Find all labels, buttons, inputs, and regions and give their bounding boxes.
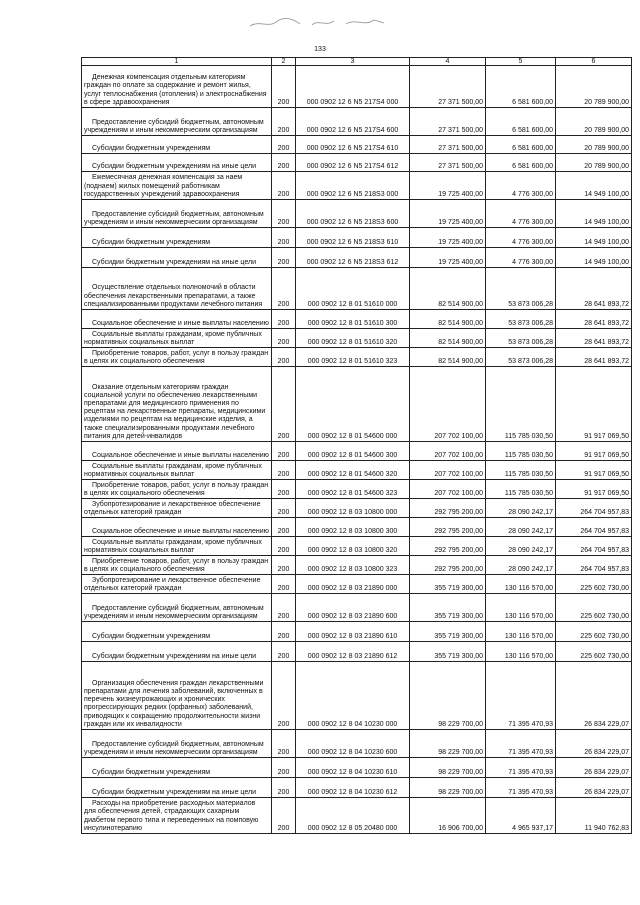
row-budget-code: 000 0902 12 8 01 54600 323 bbox=[296, 480, 410, 499]
row-admin-code: 200 bbox=[272, 367, 296, 442]
row-budget-code: 000 0902 12 8 01 51610 300 bbox=[296, 310, 410, 329]
table-row bbox=[82, 758, 632, 778]
table-row bbox=[82, 461, 632, 480]
table-row bbox=[82, 575, 632, 594]
row-remaining-amount: 20 789 900,00 bbox=[556, 154, 632, 172]
row-description: Субсидии бюджетным учреждениям на иные цели bbox=[82, 642, 272, 662]
row-remaining-amount: 14 949 100,00 bbox=[556, 172, 632, 200]
row-approved-amount: 19 725 400,00 bbox=[410, 172, 486, 200]
row-budget-code: 000 0902 12 8 03 10800 320 bbox=[296, 537, 410, 556]
row-remaining-amount: 225 602 730,00 bbox=[556, 575, 632, 594]
row-executed-amount: 130 116 570,00 bbox=[486, 575, 556, 594]
row-description: Социальное обеспечение и иные выплаты населению bbox=[82, 518, 272, 537]
table-row bbox=[82, 499, 632, 518]
column-header: 2 bbox=[272, 58, 296, 66]
row-remaining-amount: 28 641 893,72 bbox=[556, 329, 632, 348]
table-row bbox=[82, 730, 632, 758]
row-admin-code: 200 bbox=[272, 248, 296, 268]
row-description: Зубопротезирование и лекарственное обеспечение отдельных категорий граждан bbox=[82, 575, 272, 594]
row-budget-code: 000 0902 12 8 01 54600 000 bbox=[296, 367, 410, 442]
row-remaining-amount: 264 704 957,83 bbox=[556, 537, 632, 556]
row-executed-amount: 71 395 470,93 bbox=[486, 758, 556, 778]
row-approved-amount: 98 229 700,00 bbox=[410, 778, 486, 798]
row-description: Денежная компенсация отдельным категориям граждан по оплате за содержание и ремонт жилья, услуг теплоснабжения (отопления) и электроснабжения в сфере здравоохранения bbox=[82, 66, 272, 108]
row-remaining-amount: 14 949 100,00 bbox=[556, 228, 632, 248]
row-approved-amount: 19 725 400,00 bbox=[410, 200, 486, 228]
row-admin-code: 200 bbox=[272, 594, 296, 622]
column-header: 1 bbox=[82, 58, 272, 66]
row-admin-code: 200 bbox=[272, 499, 296, 518]
row-description: Субсидии бюджетным учреждениям bbox=[82, 228, 272, 248]
row-remaining-amount: 26 834 229,07 bbox=[556, 730, 632, 758]
row-admin-code: 200 bbox=[272, 228, 296, 248]
row-admin-code: 200 bbox=[272, 758, 296, 778]
row-remaining-amount: 28 641 893,72 bbox=[556, 310, 632, 329]
row-approved-amount: 19 725 400,00 bbox=[410, 248, 486, 268]
row-description: Организация обеспечения граждан лекарственными препаратами для лечения заболеваний, включенных в перечень жизнеугрожающих и хронических прогрессирующих редких (орфанных) заболеваний, приводящих к сокращению продолжительности жизни граждан или их инвалидности bbox=[82, 662, 272, 730]
row-remaining-amount: 20 789 900,00 bbox=[556, 66, 632, 108]
row-executed-amount: 4 776 300,00 bbox=[486, 248, 556, 268]
table-row bbox=[82, 228, 632, 248]
row-admin-code: 200 bbox=[272, 66, 296, 108]
row-admin-code: 200 bbox=[272, 537, 296, 556]
row-description: Субсидии бюджетным учреждениям bbox=[82, 136, 272, 154]
row-budget-code: 000 0902 12 6 N5 218S3 000 bbox=[296, 172, 410, 200]
row-approved-amount: 292 795 200,00 bbox=[410, 499, 486, 518]
row-remaining-amount: 28 641 893,72 bbox=[556, 268, 632, 310]
table-row bbox=[82, 108, 632, 136]
column-header: 4 bbox=[410, 58, 486, 66]
table-row bbox=[82, 556, 632, 575]
row-description: Оказание отдельным категориям граждан социальной услуги по обеспечению лекарственными препаратами для медицинского применения по рецептам на лекарственные препараты, медицинскими изделиями по рецептам на медицинские изделия, а также специализированными продуктами лечебного питания для детей-инвалидов bbox=[82, 367, 272, 442]
row-budget-code: 000 0902 12 8 04 10230 000 bbox=[296, 662, 410, 730]
row-budget-code: 000 0902 12 8 01 54600 320 bbox=[296, 461, 410, 480]
table-row bbox=[82, 200, 632, 228]
table-row bbox=[82, 268, 632, 310]
row-executed-amount: 115 785 030,50 bbox=[486, 367, 556, 442]
table-row bbox=[82, 329, 632, 348]
row-approved-amount: 82 514 900,00 bbox=[410, 329, 486, 348]
row-admin-code: 200 bbox=[272, 518, 296, 537]
row-remaining-amount: 26 834 229,07 bbox=[556, 778, 632, 798]
row-executed-amount: 28 090 242,17 bbox=[486, 537, 556, 556]
row-description: Социальное обеспечение и иные выплаты населению bbox=[82, 442, 272, 461]
row-budget-code: 000 0902 12 8 04 10230 610 bbox=[296, 758, 410, 778]
row-admin-code: 200 bbox=[272, 154, 296, 172]
row-admin-code: 200 bbox=[272, 798, 296, 834]
row-approved-amount: 292 795 200,00 bbox=[410, 556, 486, 575]
row-description: Предоставление субсидий бюджетным, автономным учреждениям и иным некоммерческим организациям bbox=[82, 730, 272, 758]
budget-table bbox=[81, 57, 632, 834]
row-executed-amount: 6 581 600,00 bbox=[486, 154, 556, 172]
row-approved-amount: 82 514 900,00 bbox=[410, 310, 486, 329]
row-budget-code: 000 0902 12 8 03 10800 323 bbox=[296, 556, 410, 575]
row-approved-amount: 207 702 100,00 bbox=[410, 442, 486, 461]
row-description: Социальные выплаты гражданам, кроме публичных нормативных социальных выплат bbox=[82, 537, 272, 556]
row-admin-code: 200 bbox=[272, 575, 296, 594]
row-remaining-amount: 91 917 069,50 bbox=[556, 367, 632, 442]
row-description: Осуществление отдельных полномочий в области обеспечения лекарственными препаратами, а также специализированными продуктами лечебного питания bbox=[82, 268, 272, 310]
row-description: Приобретение товаров, работ, услуг в пользу граждан в целях их социального обеспечения bbox=[82, 348, 272, 367]
table-row bbox=[82, 537, 632, 556]
row-approved-amount: 292 795 200,00 bbox=[410, 518, 486, 537]
row-description: Предоставление субсидий бюджетным, автономным учреждениям и иным некоммерческим организациям bbox=[82, 108, 272, 136]
row-budget-code: 000 0902 12 6 N5 218S3 610 bbox=[296, 228, 410, 248]
row-budget-code: 000 0902 12 6 N5 218S3 612 bbox=[296, 248, 410, 268]
row-remaining-amount: 264 704 957,83 bbox=[556, 499, 632, 518]
row-admin-code: 200 bbox=[272, 642, 296, 662]
row-executed-amount: 53 873 006,28 bbox=[486, 310, 556, 329]
row-admin-code: 200 bbox=[272, 200, 296, 228]
row-approved-amount: 16 906 700,00 bbox=[410, 798, 486, 834]
row-budget-code: 000 0902 12 8 01 51610 320 bbox=[296, 329, 410, 348]
row-remaining-amount: 225 602 730,00 bbox=[556, 622, 632, 642]
row-executed-amount: 115 785 030,50 bbox=[486, 480, 556, 499]
row-approved-amount: 355 719 300,00 bbox=[410, 642, 486, 662]
row-budget-code: 000 0902 12 8 03 10800 300 bbox=[296, 518, 410, 537]
row-executed-amount: 4 776 300,00 bbox=[486, 200, 556, 228]
row-admin-code: 200 bbox=[272, 268, 296, 310]
row-executed-amount: 130 116 570,00 bbox=[486, 594, 556, 622]
row-remaining-amount: 91 917 069,50 bbox=[556, 461, 632, 480]
row-budget-code: 000 0902 12 8 03 10800 000 bbox=[296, 499, 410, 518]
row-admin-code: 200 bbox=[272, 730, 296, 758]
row-executed-amount: 6 581 600,00 bbox=[486, 108, 556, 136]
row-budget-code: 000 0902 12 8 03 21890 000 bbox=[296, 575, 410, 594]
row-remaining-amount: 91 917 069,50 bbox=[556, 480, 632, 499]
row-admin-code: 200 bbox=[272, 480, 296, 499]
row-description: Предоставление субсидий бюджетным, автономным учреждениям и иным некоммерческим организациям bbox=[82, 594, 272, 622]
row-executed-amount: 71 395 470,93 bbox=[486, 778, 556, 798]
table-row bbox=[82, 778, 632, 798]
column-header: 6 bbox=[556, 58, 632, 66]
row-budget-code: 000 0902 12 8 04 10230 612 bbox=[296, 778, 410, 798]
table-row bbox=[82, 662, 632, 730]
row-approved-amount: 207 702 100,00 bbox=[410, 367, 486, 442]
row-remaining-amount: 264 704 957,83 bbox=[556, 556, 632, 575]
row-executed-amount: 28 090 242,17 bbox=[486, 518, 556, 537]
table-row bbox=[82, 642, 632, 662]
row-approved-amount: 98 229 700,00 bbox=[410, 730, 486, 758]
row-remaining-amount: 264 704 957,83 bbox=[556, 518, 632, 537]
row-budget-code: 000 0902 12 6 N5 217S4 600 bbox=[296, 108, 410, 136]
table-row bbox=[82, 66, 632, 108]
row-admin-code: 200 bbox=[272, 310, 296, 329]
row-remaining-amount: 14 949 100,00 bbox=[556, 200, 632, 228]
row-budget-code: 000 0902 12 6 N5 217S4 612 bbox=[296, 154, 410, 172]
row-remaining-amount: 91 917 069,50 bbox=[556, 442, 632, 461]
row-description: Ежемесячная денежная компенсация за наем (поднаем) жилых помещений работникам государственных учреждений здравоохранения bbox=[82, 172, 272, 200]
row-admin-code: 200 bbox=[272, 442, 296, 461]
table-row bbox=[82, 594, 632, 622]
row-approved-amount: 355 719 300,00 bbox=[410, 622, 486, 642]
table-header-row bbox=[82, 58, 632, 66]
row-remaining-amount: 20 789 900,00 bbox=[556, 108, 632, 136]
row-admin-code: 200 bbox=[272, 108, 296, 136]
row-executed-amount: 28 090 242,17 bbox=[486, 556, 556, 575]
row-admin-code: 200 bbox=[272, 461, 296, 480]
row-executed-amount: 71 395 470,93 bbox=[486, 730, 556, 758]
row-executed-amount: 4 776 300,00 bbox=[486, 228, 556, 248]
row-executed-amount: 28 090 242,17 bbox=[486, 499, 556, 518]
row-admin-code: 200 bbox=[272, 622, 296, 642]
column-header: 5 bbox=[486, 58, 556, 66]
row-description: Социальное обеспечение и иные выплаты населению bbox=[82, 310, 272, 329]
page-number: 133 bbox=[314, 46, 326, 53]
row-budget-code: 000 0902 12 8 01 54600 300 bbox=[296, 442, 410, 461]
row-description: Социальные выплаты гражданам, кроме публичных нормативных социальных выплат bbox=[82, 329, 272, 348]
row-remaining-amount: 26 834 229,07 bbox=[556, 758, 632, 778]
row-executed-amount: 130 116 570,00 bbox=[486, 622, 556, 642]
row-remaining-amount: 225 602 730,00 bbox=[556, 594, 632, 622]
row-budget-code: 000 0902 12 8 03 21890 600 bbox=[296, 594, 410, 622]
row-executed-amount: 53 873 006,28 bbox=[486, 329, 556, 348]
table-row bbox=[82, 136, 632, 154]
row-admin-code: 200 bbox=[272, 662, 296, 730]
row-budget-code: 000 0902 12 8 04 10230 600 bbox=[296, 730, 410, 758]
table-row bbox=[82, 310, 632, 329]
row-approved-amount: 82 514 900,00 bbox=[410, 348, 486, 367]
row-executed-amount: 71 395 470,93 bbox=[486, 662, 556, 730]
row-executed-amount: 115 785 030,50 bbox=[486, 442, 556, 461]
row-budget-code: 000 0902 12 8 03 21890 612 bbox=[296, 642, 410, 662]
row-description: Субсидии бюджетным учреждениям bbox=[82, 622, 272, 642]
row-executed-amount: 53 873 006,28 bbox=[486, 268, 556, 310]
row-approved-amount: 27 371 500,00 bbox=[410, 154, 486, 172]
row-description: Социальные выплаты гражданам, кроме публичных нормативных социальных выплат bbox=[82, 461, 272, 480]
row-description: Субсидии бюджетным учреждениям на иные цели bbox=[82, 248, 272, 268]
row-budget-code: 000 0902 12 8 01 51610 000 bbox=[296, 268, 410, 310]
row-admin-code: 200 bbox=[272, 329, 296, 348]
table-body bbox=[82, 66, 632, 834]
row-budget-code: 000 0902 12 6 N5 217S4 000 bbox=[296, 66, 410, 108]
row-executed-amount: 53 873 006,28 bbox=[486, 348, 556, 367]
row-admin-code: 200 bbox=[272, 136, 296, 154]
row-approved-amount: 27 371 500,00 bbox=[410, 108, 486, 136]
table-row bbox=[82, 798, 632, 834]
row-admin-code: 200 bbox=[272, 556, 296, 575]
table-row bbox=[82, 442, 632, 461]
row-executed-amount: 130 116 570,00 bbox=[486, 642, 556, 662]
row-budget-code: 000 0902 12 8 05 20480 000 bbox=[296, 798, 410, 834]
row-budget-code: 000 0902 12 8 03 21890 610 bbox=[296, 622, 410, 642]
table-row bbox=[82, 248, 632, 268]
row-remaining-amount: 225 602 730,00 bbox=[556, 642, 632, 662]
table-row bbox=[82, 154, 632, 172]
row-approved-amount: 355 719 300,00 bbox=[410, 594, 486, 622]
row-executed-amount: 6 581 600,00 bbox=[486, 66, 556, 108]
row-admin-code: 200 bbox=[272, 348, 296, 367]
table-row bbox=[82, 172, 632, 200]
row-executed-amount: 115 785 030,50 bbox=[486, 461, 556, 480]
row-approved-amount: 355 719 300,00 bbox=[410, 575, 486, 594]
row-remaining-amount: 26 834 229,07 bbox=[556, 662, 632, 730]
row-remaining-amount: 14 949 100,00 bbox=[556, 248, 632, 268]
row-remaining-amount: 20 789 900,00 bbox=[556, 136, 632, 154]
row-approved-amount: 207 702 100,00 bbox=[410, 480, 486, 499]
row-executed-amount: 4 965 937,17 bbox=[486, 798, 556, 834]
row-remaining-amount: 11 940 762,83 bbox=[556, 798, 632, 834]
row-description: Расходы на приобретение расходных материалов для обеспечения детей, страдающих сахарным диабетом первого типа и переведенных на помповую инсулинотерапию bbox=[82, 798, 272, 834]
row-approved-amount: 98 229 700,00 bbox=[410, 758, 486, 778]
row-approved-amount: 292 795 200,00 bbox=[410, 537, 486, 556]
row-approved-amount: 98 229 700,00 bbox=[410, 662, 486, 730]
table-row bbox=[82, 367, 632, 442]
row-budget-code: 000 0902 12 8 01 51610 323 bbox=[296, 348, 410, 367]
row-approved-amount: 82 514 900,00 bbox=[410, 268, 486, 310]
row-description: Предоставление субсидий бюджетным, автономным учреждениям и иным некоммерческим организациям bbox=[82, 200, 272, 228]
row-description: Приобретение товаров, работ, услуг в пользу граждан в целях их социального обеспечения bbox=[82, 480, 272, 499]
row-executed-amount: 6 581 600,00 bbox=[486, 136, 556, 154]
row-description: Субсидии бюджетным учреждениям на иные цели bbox=[82, 778, 272, 798]
row-remaining-amount: 28 641 893,72 bbox=[556, 348, 632, 367]
row-approved-amount: 27 371 500,00 bbox=[410, 136, 486, 154]
column-header: 3 bbox=[296, 58, 410, 66]
row-admin-code: 200 bbox=[272, 778, 296, 798]
row-approved-amount: 19 725 400,00 bbox=[410, 228, 486, 248]
row-description: Приобретение товаров, работ, услуг в пользу граждан в целях их социального обеспечения bbox=[82, 556, 272, 575]
row-description: Субсидии бюджетным учреждениям на иные цели bbox=[82, 154, 272, 172]
row-admin-code: 200 bbox=[272, 172, 296, 200]
row-approved-amount: 207 702 100,00 bbox=[410, 461, 486, 480]
row-budget-code: 000 0902 12 6 N5 218S3 600 bbox=[296, 200, 410, 228]
row-description: Субсидии бюджетным учреждениям bbox=[82, 758, 272, 778]
row-approved-amount: 27 371 500,00 bbox=[410, 66, 486, 108]
table-row bbox=[82, 480, 632, 499]
table-row bbox=[82, 622, 632, 642]
table-row bbox=[82, 518, 632, 537]
row-budget-code: 000 0902 12 6 N5 217S4 610 bbox=[296, 136, 410, 154]
row-executed-amount: 4 776 300,00 bbox=[486, 172, 556, 200]
table-row bbox=[82, 348, 632, 367]
handwritten-scribble bbox=[246, 14, 396, 30]
row-description: Зубопротезирование и лекарственное обеспечение отдельных категорий граждан bbox=[82, 499, 272, 518]
